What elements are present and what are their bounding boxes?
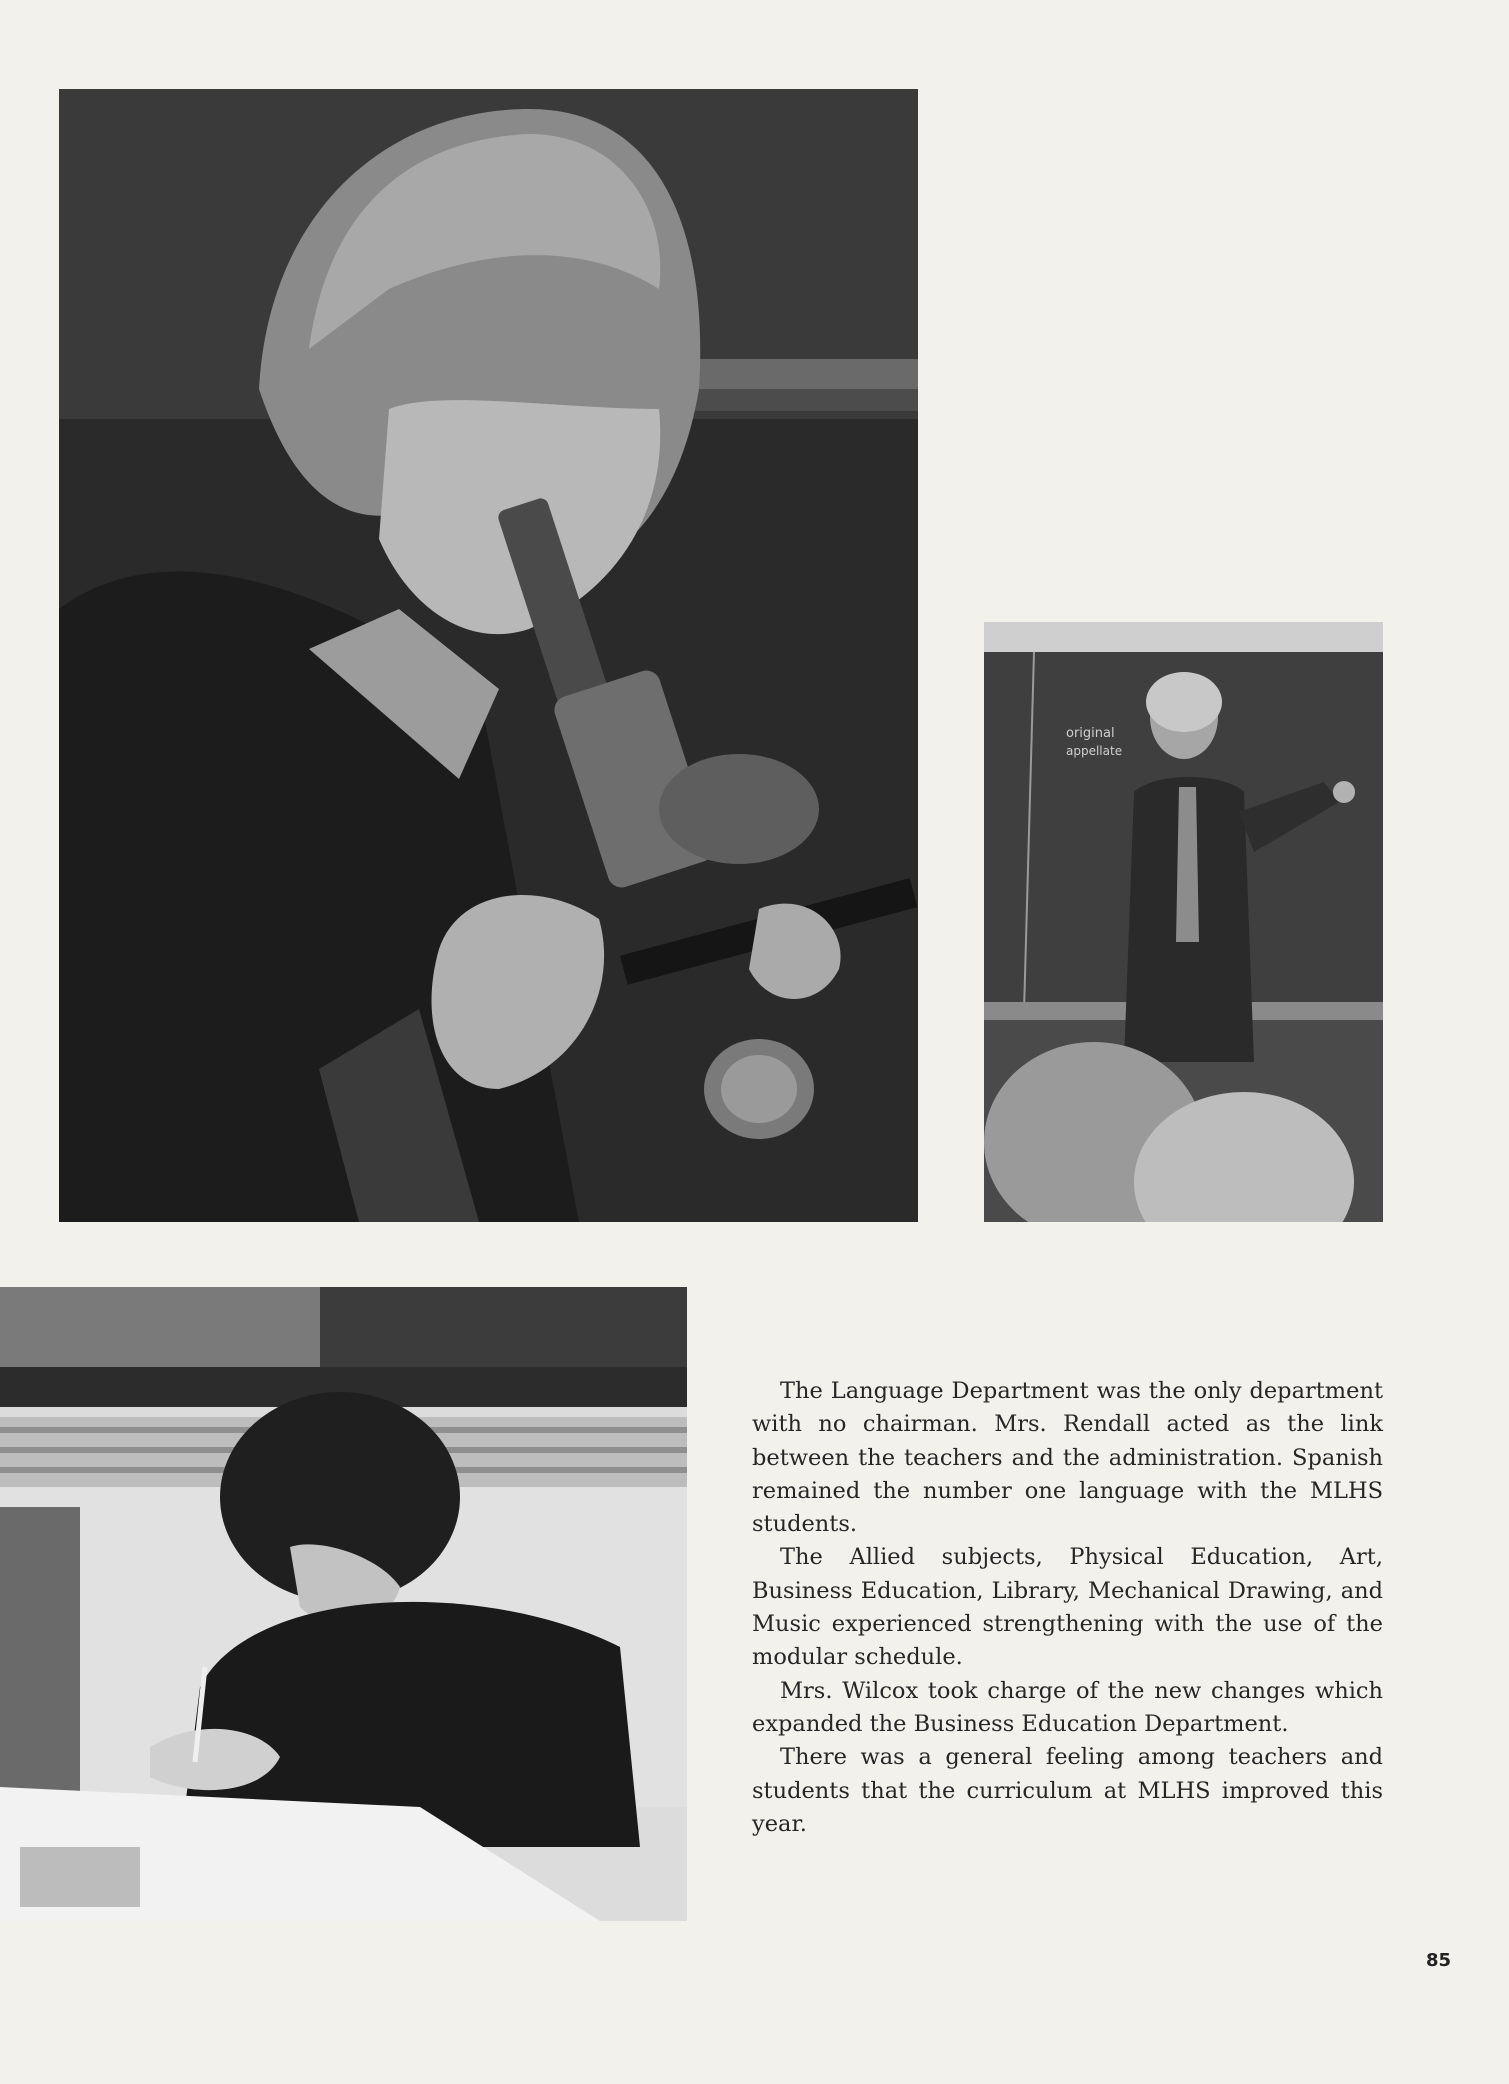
photo-teacher-chalkboard — [984, 622, 1383, 1222]
chalkboard-text-1: original — [1066, 726, 1115, 741]
paragraph-curriculum: There was a general feeling among teachers and students that the curriculum at MLHS improved this year. — [752, 1744, 1383, 1837]
page-number: 85 — [1426, 1950, 1452, 1971]
body-text — [752, 1375, 1383, 1841]
paragraph-language-department: The Language Department was the only department with no chairman. Mrs. Rendall acted as the link between the teachers and the administration. Spanish remained the number one language with the MLHS students. — [752, 1378, 1383, 1538]
photo-teacher-desk — [0, 1287, 687, 1921]
paragraph-business-education: Mrs. Wilcox took charge of the new changes which expanded the Business Education Department. — [752, 1677, 1383, 1737]
chalkboard-text-2: appellate — [1066, 744, 1123, 758]
paragraph-allied-subjects: The Allied subjects, Physical Education, Art, Business Education, Library, Mechanical Drawing, and Music experienced strengthening with the use of the modular schedule. — [752, 1544, 1383, 1671]
photo-student-microscope — [59, 89, 918, 1222]
